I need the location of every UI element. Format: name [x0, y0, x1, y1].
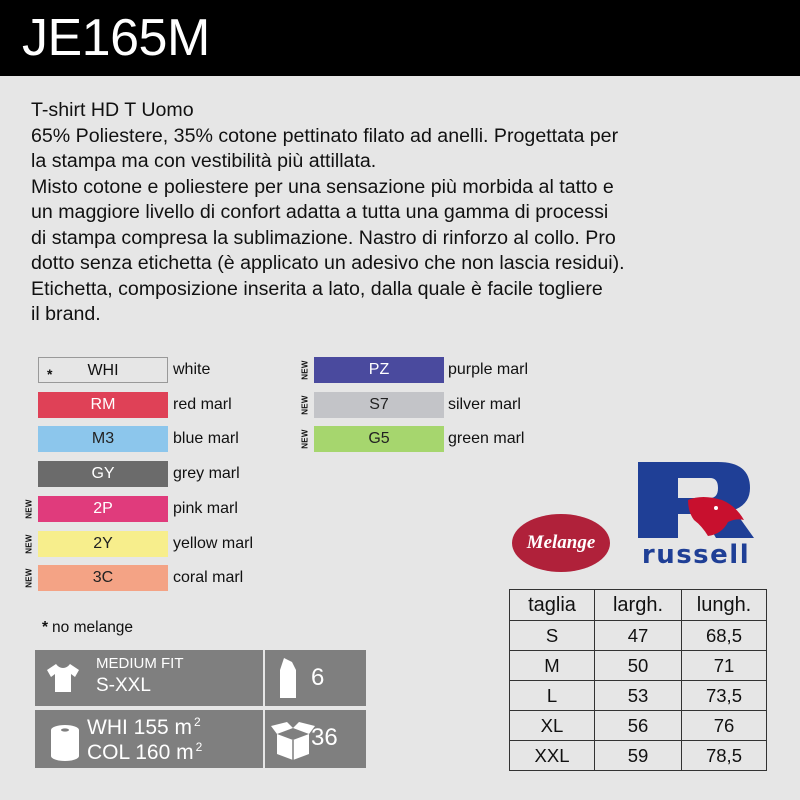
- size-cell: M: [510, 651, 595, 681]
- length-cell: 78,5: [682, 741, 767, 771]
- new-tag: [22, 531, 36, 557]
- weight-exponent: 2: [195, 740, 203, 754]
- description-line: Etichetta, composizione inserita a lato, dalla quale è facile togliere: [31, 277, 603, 300]
- weight-whi: [87, 715, 201, 740]
- table-row: [510, 741, 767, 771]
- color-code: 3C: [92, 569, 114, 586]
- color-name: white: [173, 361, 211, 378]
- fit-label: MEDIUM FIT: [96, 655, 184, 672]
- color-swatch: [314, 392, 444, 418]
- product-code: JE165M: [22, 9, 210, 67]
- width-cell: 50: [595, 651, 682, 681]
- new-tag: [298, 357, 312, 383]
- length-cell: 68,5: [682, 621, 767, 651]
- description-line: la stampa ma con vestibilità più attillata.: [31, 150, 377, 172]
- color-code: 2Y: [93, 535, 113, 552]
- new-label: NEW: [300, 429, 310, 449]
- description-line: dotto senza etichetta (è applicato un adesivo che non lascia residui).: [31, 252, 625, 274]
- color-name: green marl: [448, 430, 525, 447]
- product-description: [31, 98, 781, 328]
- weight-box-box: [35, 710, 366, 768]
- color-swatch: [38, 392, 168, 418]
- new-label: NEW: [24, 499, 34, 519]
- new-label: NEW: [24, 568, 34, 588]
- no-melange-note: [42, 619, 133, 637]
- color-name: pink marl: [173, 500, 238, 517]
- width-cell: 53: [595, 681, 682, 711]
- star-marker: *: [47, 366, 53, 382]
- fit-pack-box: [35, 650, 366, 706]
- melange-label: Melange: [526, 532, 596, 553]
- open-box-icon: [271, 720, 315, 760]
- new-tag: [298, 426, 312, 452]
- color-swatch: [38, 496, 168, 522]
- new-tag: [22, 496, 36, 522]
- column-header: taglia: [510, 590, 595, 621]
- color-name: silver marl: [448, 396, 521, 413]
- color-name: purple marl: [448, 361, 529, 378]
- color-code: GY: [91, 465, 115, 482]
- russell-r-emblem-icon: [632, 460, 760, 540]
- color-code: M3: [91, 430, 115, 447]
- column-header: largh.: [595, 590, 682, 621]
- size-cell: L: [510, 681, 595, 711]
- description-line: di stampa compresa la sublimazione. Nastro di rinforzo al collo. Pro: [31, 226, 616, 249]
- width-cell: 59: [595, 741, 682, 771]
- length-cell: 71: [682, 651, 767, 681]
- weight-whi-text: WHI 155 m: [87, 716, 193, 739]
- folded-tshirts-pack-icon: [276, 656, 300, 700]
- table-row: [510, 711, 767, 741]
- size-cell: XL: [510, 711, 595, 741]
- table-header-row: [510, 590, 767, 621]
- table-row: [510, 651, 767, 681]
- divider: [263, 650, 265, 706]
- tshirt-icon: [45, 662, 81, 694]
- description-line: Misto cotone e poliestere per una sensazione più morbida al tatto e: [31, 175, 614, 198]
- description-line: 65% Poliestere, 35% cotone pettinato filato ad anelli. Progettata per: [31, 124, 619, 147]
- color-swatch: [38, 531, 168, 557]
- description-line: T-shirt HD T Uomo: [31, 99, 194, 121]
- russell-logo: [632, 460, 760, 575]
- color-code: G5: [368, 430, 390, 447]
- color-code: 2P: [93, 500, 113, 517]
- size-cell: S: [510, 621, 595, 651]
- table-row: [510, 621, 767, 651]
- color-code: PZ: [368, 361, 390, 378]
- melange-badge: [512, 514, 610, 572]
- color-name: yellow marl: [173, 535, 254, 552]
- divider: [263, 710, 265, 768]
- color-name: grey marl: [173, 465, 240, 482]
- star-marker: *: [42, 619, 49, 636]
- color-name: red marl: [173, 396, 232, 413]
- color-code: WHI: [87, 362, 119, 379]
- brand-name: russell: [641, 540, 751, 570]
- size-table: [509, 589, 767, 771]
- new-tag: [298, 392, 312, 418]
- color-swatch: [38, 426, 168, 452]
- fit-sizes: S-XXL: [96, 675, 151, 696]
- size-cell: XXL: [510, 741, 595, 771]
- description-line: il brand.: [31, 303, 101, 325]
- header-bar: [0, 0, 800, 76]
- weight-exponent: 2: [194, 715, 201, 729]
- description-line: un maggiore livello di confort adatta a tutta una gamma di processi: [31, 201, 609, 223]
- color-swatch: [38, 357, 168, 383]
- color-swatch: [38, 565, 168, 591]
- color-code: RM: [90, 396, 116, 413]
- new-label: NEW: [300, 395, 310, 415]
- new-label: NEW: [300, 360, 310, 380]
- pack-quantity: 6: [311, 664, 325, 691]
- length-cell: 76: [682, 711, 767, 741]
- weight-col-text: COL 160 m: [87, 741, 194, 764]
- new-tag: [22, 565, 36, 591]
- new-label: NEW: [24, 534, 34, 554]
- fabric-roll-icon: [48, 718, 82, 762]
- table-row: [510, 681, 767, 711]
- color-swatch: [314, 426, 444, 452]
- color-swatch: [314, 357, 444, 383]
- width-cell: 47: [595, 621, 682, 651]
- length-cell: 73,5: [682, 681, 767, 711]
- box-quantity: 36: [311, 724, 338, 751]
- width-cell: 56: [595, 711, 682, 741]
- column-header: lungh.: [682, 590, 767, 621]
- color-name: coral marl: [173, 569, 244, 586]
- weight-col: [87, 740, 202, 765]
- note-text: no melange: [52, 619, 134, 636]
- color-swatch: [38, 461, 168, 487]
- color-name: blue marl: [173, 430, 239, 447]
- color-code: S7: [369, 396, 389, 413]
